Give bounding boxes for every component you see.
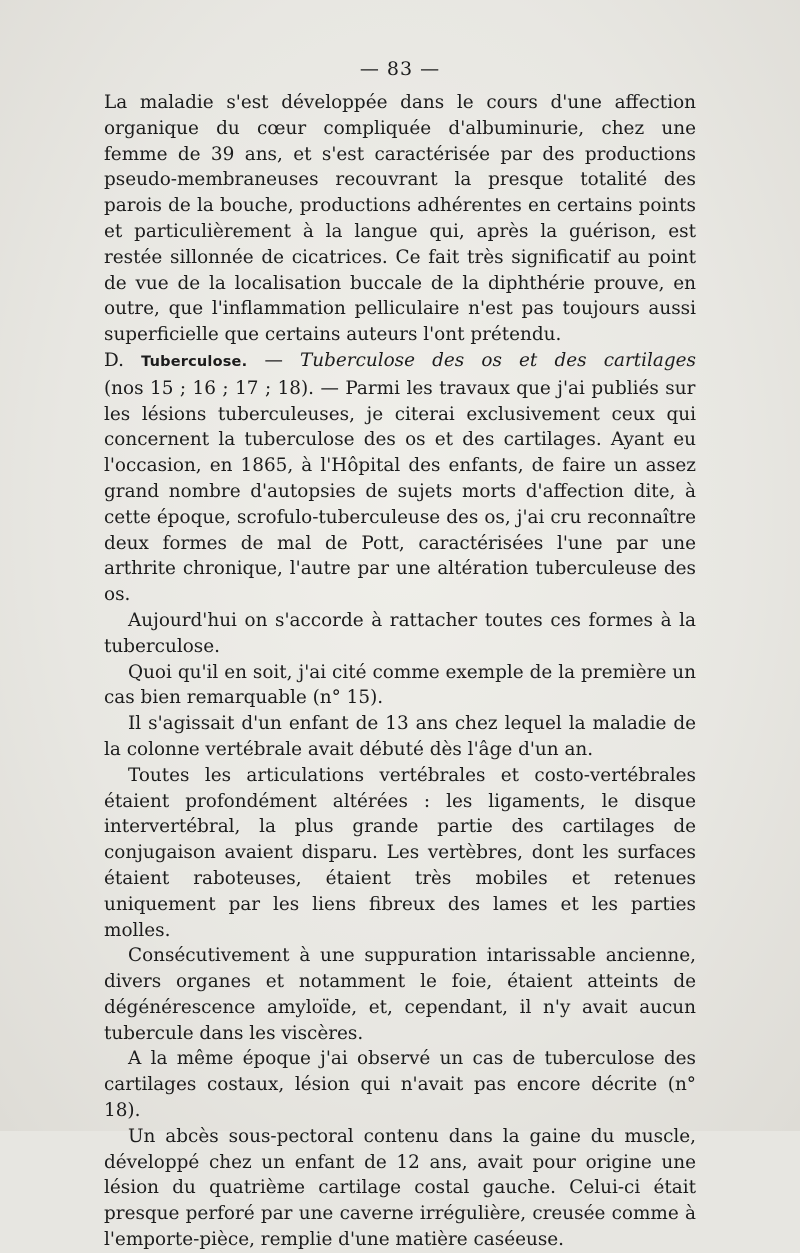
section-text: — Parmi les travaux que j'ai publiés sur les lésions tuberculeuses, je citerai exclusivement ceux qui concernent la tuberculose des os et des cartilages. Ayant eu l'occasion, en 1865, à l'Hôpital des enfants, de faire un assez grand nombre d'autopsies de sujets morts d'affection dite, à cette époque, scrofulo-tuberculeuse des os, j'ai cru reconnaître deux formes de mal de Pott, caractérisées l'une par une arthrite chronique, l'autre par une altération tuberculeuse des os. [104,377,696,606]
section-refs: (nos 15 ; 16 ; 17 ; 18). [104,377,315,399]
section-d-paragraph [104,348,696,608]
section-heading: Tuberculose. [141,353,248,370]
paragraph: Aujourd'hui on s'accorde à rattacher toutes ces formes à la tuberculose. [104,609,696,657]
paragraph: Consécutivement à une suppuration intarissable ancienne, divers organes et notamment le foie, étaient atteints de dégénérescence amyloïde, et, cependant, il n'y avait aucun tubercule dans les viscères. [104,945,696,1044]
section-letter: D. [104,349,124,371]
paragraph: Un abcès sous-pectoral contenu dans la gaine du muscle, développé chez un enfant de 12 ans, avait pour origine une lésion du quatrième cartilage costal gauche. Celui-ci était presque perforé par une caverne irrégulière, creusée comme à l'emporte-pièce, remplie d'une matière caséeuse. [104,1125,696,1251]
paragraph: La maladie s'est développée dans le cours d'une affection organique du cœur compliquée d'albuminurie, chez une femme de 39 ans, et s'est caractérisée par des productions pseudo-membraneuses recouvrant la presque totalité des parois de la bouche, productions adhérentes en certains points et particulièrement à la langue qui, après la guérison, est restée sillonnée de cicatrices. Ce fait très significatif au point de vue de la localisation buccale de la diphthérie prouve, en outre, que l'inflammation pelliculaire n'est pas toujours aussi superficielle que certains auteurs l'ont prétendu. [104,92,696,346]
section-title: Tuberculose des os et des cartilages [300,349,696,371]
paragraph: Quoi qu'il en soit, j'ai cité comme exemple de la première un cas bien remarquable (n° 15). [104,661,696,709]
paragraph: Toutes les articulations vertébrales et costo-vertébrales étaient profondément altérées : les ligaments, le disque intervertébral, la plus grande partie des cartilages de conjugaison avaient disparu. Les vertèbres, dont les surfaces étaient raboteuses, étaient très mobiles et retenues uniquement par les liens fibreux des lames et les parties molles. [104,764,696,941]
page-number: — 83 — [359,58,441,80]
body-text [104,90,696,1253]
paragraph: Il s'agissait d'un enfant de 13 ans chez lequel la maladie de la colonne vertébrale avait débuté dès l'âge d'un an. [104,713,696,760]
section-dash: — [247,349,301,371]
paragraph: A la même époque j'ai observé un cas de tuberculose des cartilages costaux, lésion qui n'avait pas encore décrite (n° 18). [104,1048,696,1122]
